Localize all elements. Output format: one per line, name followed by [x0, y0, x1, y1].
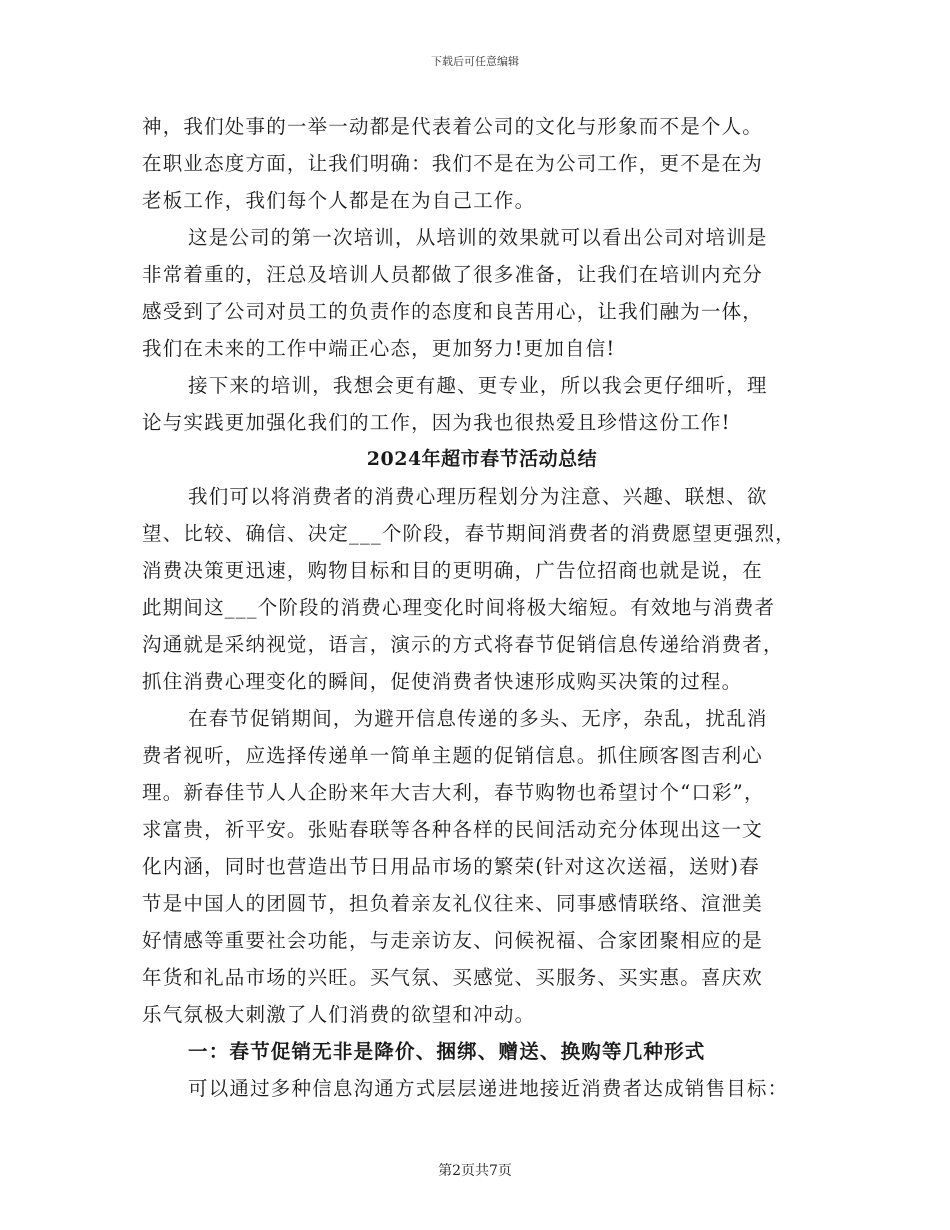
text-line: 在春节促销期间，为避开信息传递的多头、无序，杂乱，扰乱消 — [188, 707, 768, 730]
text-line: 我们在未来的工作中端正心态，更加努力!更加自信! — [142, 337, 616, 360]
text-line: 在职业态度方面，让我们明确：我们不是在为公司工作，更不是在为 — [142, 152, 764, 175]
text-line: 此期间这___个阶段的消费心理变化时间将极大缩短。有效地与消费者 — [142, 596, 776, 619]
text-line: 感受到了公司对员工的负责作的态度和良苦用心，让我们融为一体， — [142, 300, 764, 323]
section-heading: 一：春节促销无非是降价、捆绑、赠送、换购等几种形式 — [188, 1040, 706, 1063]
text-line: 非常着重的，汪总及培训人员都做了很多准备，让我们在培训内充分 — [142, 263, 764, 286]
text-line: 抓住消费心理变化的瞬间，促使消费者快速形成购买决策的过程。 — [142, 670, 743, 693]
text-line: 老板工作，我们每个人都是在为自己工作。 — [142, 189, 536, 212]
text-line: 年货和礼品市场的兴旺。买气氛、买感觉、买服务、买实惠。喜庆欢 — [142, 966, 764, 989]
text-line: 费者视听，应选择传递单一简单主题的促销信息。抓住顾客图吉利心 — [142, 744, 764, 767]
text-line: 我们可以将消费者的消费心理历程划分为注意、兴趣、联想、欲 — [188, 485, 768, 508]
text-line: 乐气氛极大刺激了人们消费的欲望和冲动。 — [142, 1003, 536, 1026]
text-line: 可以通过多种信息沟通方式层层递进地接近消费者达成销售目标： — [188, 1077, 789, 1100]
text-line: 理。新春佳节人人企盼来年大吉大利，春节购物也希望讨个“口彩”， — [142, 781, 765, 804]
header-note: 下载后可任意编辑 — [431, 55, 519, 68]
text-line: 接下来的培训，我想会更有趣、更专业，所以我会更仔细听，理 — [188, 374, 768, 397]
text-line: 这是公司的第一次培训，从培训的效果就可以看出公司对培训是 — [188, 226, 768, 249]
text-line: 好情感等重要社会功能，与走亲访友、问候祝福、合家团聚相应的是 — [142, 929, 764, 952]
text-line: 节是中国人的团圆节，担负着亲友礼仪往来、同事感情联络、渲泄美 — [142, 892, 764, 915]
page-number: 第2页共7页 — [438, 1163, 512, 1179]
text-line: 求富贵，祈平安。张贴春联等各种各样的民间活动充分体现出这一文 — [142, 818, 764, 841]
document-body — [142, 108, 822, 1107]
text-line: 神，我们处事的一举一动都是代表着公司的文化与形象而不是个人。 — [142, 115, 764, 138]
text-line: 望、比较、确信、决定___个阶段，春节期间消费者的消费愿望更强烈， — [142, 522, 796, 545]
document-title: 2024年超市春节活动总结 — [366, 448, 598, 470]
text-line: 消费决策更迅速，购物目标和目的更明确，广告位招商也就是说，在 — [142, 559, 764, 582]
text-line: 化内涵，同时也营造出节日用品市场的繁荣(针对这次送福，送财)春 — [142, 855, 760, 878]
text-line: 论与实践更加强化我们的工作，因为我也很热爱且珍惜这份工作! — [142, 411, 731, 434]
text-line: 沟通就是采纳视觉，语言，演示的方式将春节促销信息传递给消费者， — [142, 633, 784, 656]
